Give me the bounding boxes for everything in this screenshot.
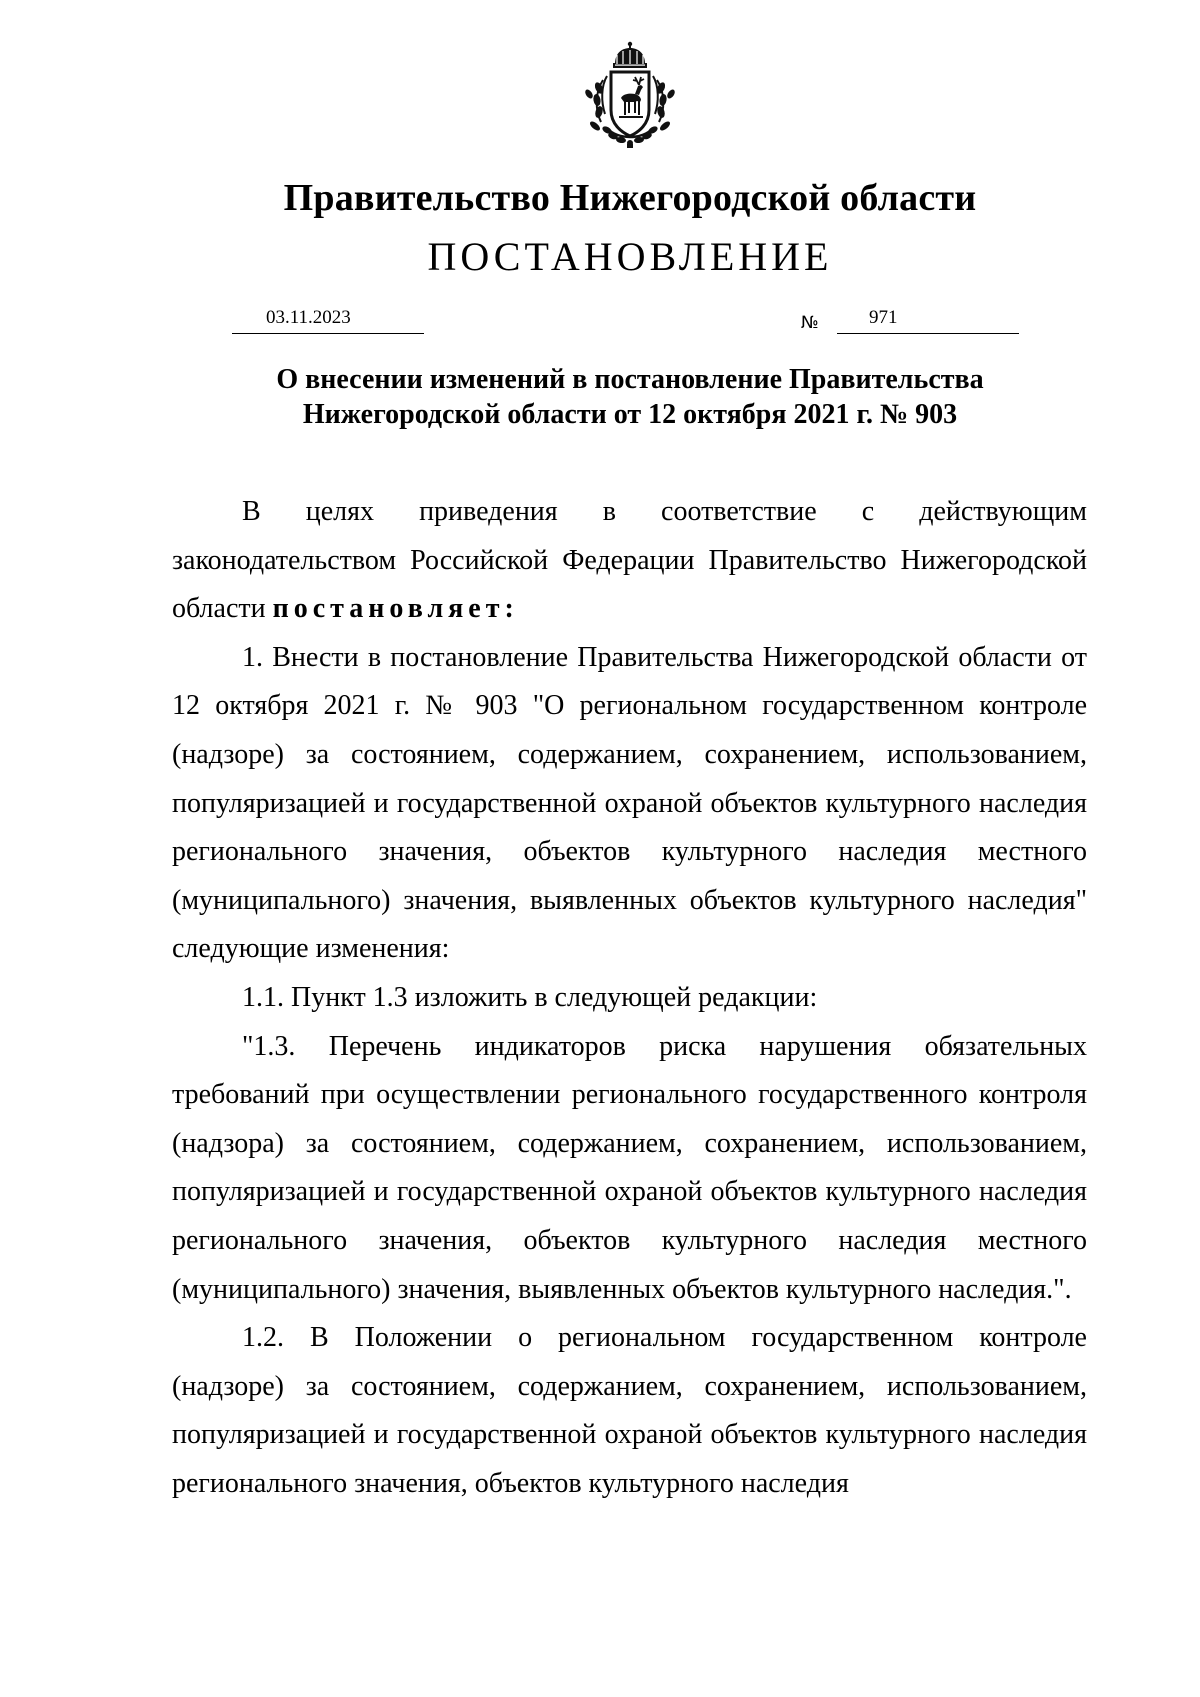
government-name: Правительство Нижегородской области bbox=[283, 177, 977, 219]
preamble-text: В целях приведения в соответствие с действующим законодательством Российской Федерации Правительство Нижегородской области bbox=[172, 496, 1087, 625]
subject-line-2: Нижегородской области от 12 октября 2021 г. № 903 bbox=[302, 399, 958, 430]
document-type-title: ПОСТАНОВЛЕНИЕ bbox=[427, 234, 833, 279]
document-subject bbox=[0, 362, 1200, 432]
document-number-field bbox=[837, 303, 1019, 334]
number-sign-label: № bbox=[801, 313, 819, 333]
document-date-field bbox=[232, 303, 424, 334]
preamble-paragraph bbox=[172, 488, 1087, 634]
item-1-1-text-paragraph: "1.3. Перечень индикаторов риска нарушения обязательных требований при осуществлении регионального государственного контроля (надзора) за состоянием, содержанием, сохранением, использованием, популяризацией и государственной охраной объектов культурного наследия регионального значения, объектов культурного наследия местного (муниципального) значения, выявленных объектов культурного наследия.". bbox=[172, 1030, 1087, 1305]
nizhny-novgorod-coat-of-arms-icon bbox=[577, 40, 683, 150]
item-1-2-paragraph: 1.2. В Положении о региональном государственном контроле (надзоре) за состоянием, содержанием, сохранением, использованием, популяризацией и государственной охраной объектов культурного наследия регионального значения, объектов культурного наследия bbox=[172, 1322, 1087, 1499]
item-1-1-paragraph: 1.1. Пункт 1.3 изложить в следующей редакции: bbox=[242, 981, 818, 1013]
item-1-paragraph: 1. Внести в постановление Правительства Нижегородской области от 12 октября 2021 г. № 903 "О региональном государственном контроле (надзоре) за состоянием, содержанием, сохранением, использованием, популяризацией и государственной охраной объектов культурного наследия регионального значения, объектов культурного наследия местного (муниципального) значения, выявленных объектов культурного наследия" следующие изменения: bbox=[172, 641, 1087, 965]
document-date: 03.11.2023 bbox=[266, 307, 351, 328]
document-number: 971 bbox=[869, 307, 898, 328]
document-body bbox=[172, 488, 1087, 1508]
resolves-word: постановляет: bbox=[272, 593, 519, 625]
subject-line-1: О внесении изменений в постановление Правительства bbox=[276, 364, 984, 395]
